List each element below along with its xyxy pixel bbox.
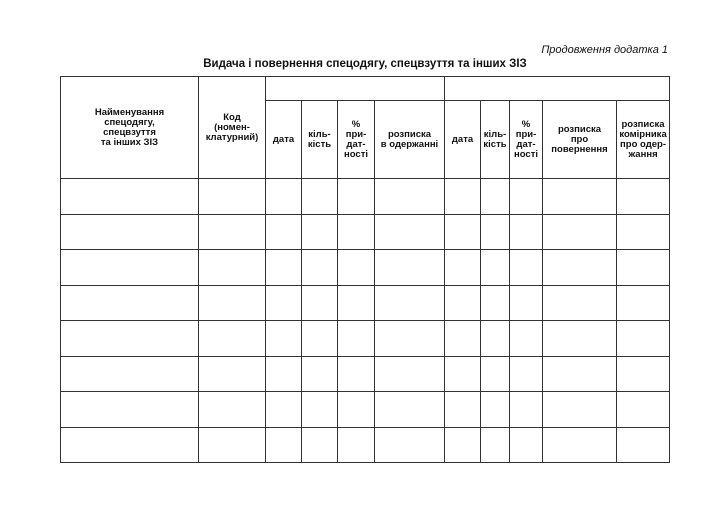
table-cell [510, 392, 543, 428]
table-cell [445, 285, 481, 321]
table-cell [543, 356, 617, 392]
table-cell [338, 392, 375, 428]
table-cell [302, 214, 338, 250]
table-cell [445, 321, 481, 357]
table-cell [543, 321, 617, 357]
table-cell [338, 285, 375, 321]
table-row [61, 427, 670, 463]
table-cell [510, 427, 543, 463]
table-cell [199, 250, 266, 286]
table-cell [617, 214, 670, 250]
table-row [61, 250, 670, 286]
table-cell [510, 321, 543, 357]
table-row [61, 321, 670, 357]
table-cell [302, 285, 338, 321]
table-cell [543, 392, 617, 428]
table-cell [617, 179, 670, 215]
table-cell [302, 356, 338, 392]
table-cell [375, 392, 445, 428]
group-header-issue [266, 77, 445, 101]
table-cell [266, 179, 302, 215]
table-cell [445, 392, 481, 428]
table-cell [510, 285, 543, 321]
table-cell [61, 214, 199, 250]
table-cell [445, 427, 481, 463]
table-cell [481, 214, 510, 250]
form-title: Видача і повернення спецодягу, спецвзуття та інших ЗІЗ [203, 58, 527, 70]
table-cell [481, 285, 510, 321]
table-cell [199, 179, 266, 215]
table-cell [266, 285, 302, 321]
table-cell [302, 250, 338, 286]
table-cell [199, 214, 266, 250]
column-header-storekeeper-signature: розписка комірника про одер- жання [617, 101, 670, 179]
table-cell [61, 250, 199, 286]
table-cell [338, 427, 375, 463]
table-cell [445, 214, 481, 250]
table-cell [61, 321, 199, 357]
column-header-receipt-signature: розписка в одержанні [375, 101, 445, 179]
table-cell [481, 250, 510, 286]
table-cell [543, 285, 617, 321]
table-row [61, 179, 670, 215]
table-cell [617, 392, 670, 428]
table-row [61, 392, 670, 428]
table-cell [445, 356, 481, 392]
table-cell [266, 427, 302, 463]
table-cell [543, 250, 617, 286]
table-cell [61, 179, 199, 215]
table-cell [510, 356, 543, 392]
table-cell [199, 285, 266, 321]
table-cell [481, 427, 510, 463]
table-cell [338, 250, 375, 286]
column-header-return-date: дата [445, 101, 481, 179]
table-cell [266, 356, 302, 392]
ppe-issue-return-table [60, 76, 670, 463]
table-cell [302, 427, 338, 463]
table-cell [543, 179, 617, 215]
table-cell [375, 321, 445, 357]
table-cell [338, 321, 375, 357]
table-cell [375, 356, 445, 392]
table-cell [61, 285, 199, 321]
table-cell [375, 427, 445, 463]
table-row [61, 214, 670, 250]
column-header-issue-wear-percent: % при- дат- ності [338, 101, 375, 179]
table-cell [302, 392, 338, 428]
table-cell [481, 356, 510, 392]
table-cell [445, 250, 481, 286]
table-cell [266, 392, 302, 428]
column-header-return-signature: розписка про повернення [543, 101, 617, 179]
table-cell [338, 356, 375, 392]
table-cell [338, 214, 375, 250]
table-cell [266, 250, 302, 286]
table-cell [617, 427, 670, 463]
table-cell [338, 179, 375, 215]
table-cell [199, 321, 266, 357]
table-cell [61, 427, 199, 463]
table-cell [199, 427, 266, 463]
table-cell [481, 321, 510, 357]
table-cell [543, 427, 617, 463]
table-row [61, 356, 670, 392]
column-header-issue-quantity: кіль- кість [302, 101, 338, 179]
table-cell [302, 321, 338, 357]
group-header-return [445, 77, 670, 101]
table-cell [375, 285, 445, 321]
table-cell [510, 179, 543, 215]
continuation-label: Продовження додатка 1 [541, 44, 668, 56]
table-cell [61, 392, 199, 428]
table-row [61, 285, 670, 321]
table-cell [445, 179, 481, 215]
column-header-issue-date: дата [266, 101, 302, 179]
table-cell [481, 392, 510, 428]
table-cell [375, 179, 445, 215]
table-cell [617, 321, 670, 357]
table-cell [302, 179, 338, 215]
table-cell [617, 250, 670, 286]
table-cell [199, 392, 266, 428]
column-header-item-name: Найменування спецодягу, спецвзуття та інших ЗІЗ [61, 77, 199, 179]
table-cell [543, 214, 617, 250]
table-cell [617, 285, 670, 321]
column-header-code: Код (номен- клатурний) [199, 77, 266, 179]
table-cell [510, 250, 543, 286]
table-cell [266, 321, 302, 357]
column-header-return-quantity: кіль- кість [481, 101, 510, 179]
column-header-return-wear-percent: % при- дат- ності [510, 101, 543, 179]
table-cell [617, 356, 670, 392]
table-cell [61, 356, 199, 392]
table-cell [375, 214, 445, 250]
table-body [61, 179, 670, 463]
table-cell [510, 214, 543, 250]
table-cell [375, 250, 445, 286]
table-cell [266, 214, 302, 250]
table-cell [199, 356, 266, 392]
table-cell [481, 179, 510, 215]
